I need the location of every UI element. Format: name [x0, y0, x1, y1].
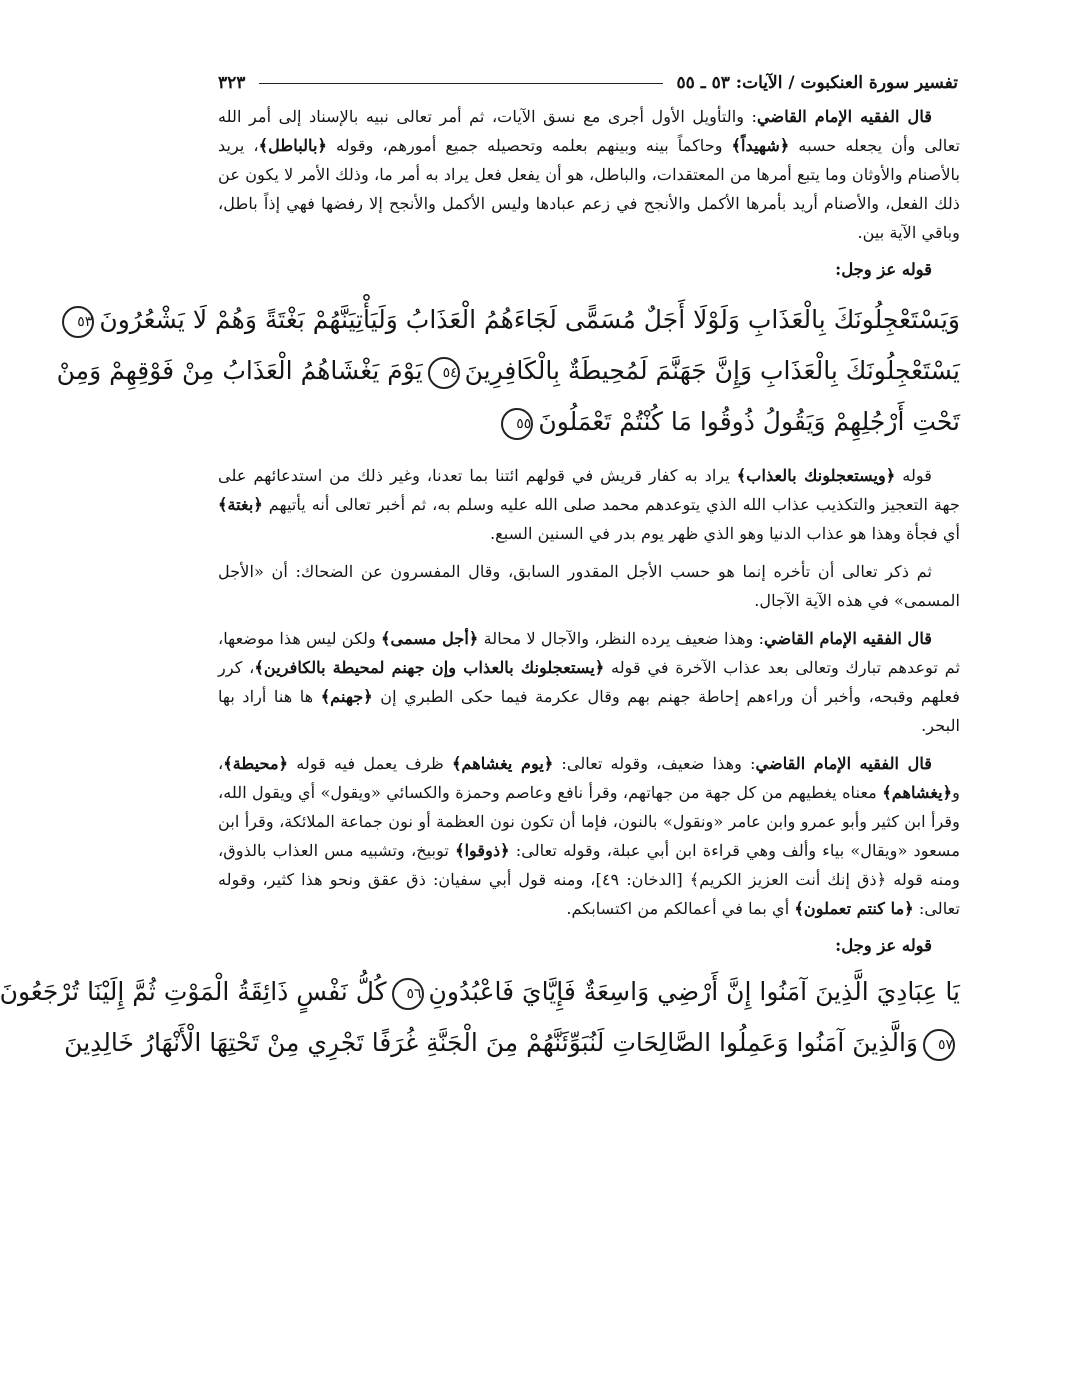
- verse-intro-1: قوله عز وجل:: [835, 260, 932, 279]
- verse-intro-2: قوله عز وجل:: [835, 936, 932, 955]
- quran-line: يَا عِبَادِيَ الَّذِينَ آمَنُوا إِنَّ أَرْضِي وَاسِعَةٌ فَإِيَّايَ فَاعْبُدُونِ٥٦كُلُّ نَفْسٍ ذَائِقَةُ الْمَوْتِ ثُمَّ إِلَيْنَا تُرْجَعُونَ: [218, 966, 960, 1017]
- page-number: ٣٢٣: [218, 73, 246, 93]
- quote: ﴿جهنم﴾: [320, 687, 373, 706]
- paragraph-5: قال الفقيه الإمام القاضي: وهذا ضعيف، وقوله تعالى: ﴿يوم يغشاهم﴾ ظرف يعمل فيه قوله ﴿محيطة﴾، و﴿يغشاهم﴾ معناه يغطيهم من كل جهة من جهاتهم، وقرأ نافع وعاصم وحمزة والكسائي «ويقول» أي ويقول الله، وقرأ ابن كثير وأبو عمرو وابن عامر «ونقول» بالنون، فإما أن تكون نون العظمة أو نون جماعة الملائكة، وقرأ ابن مسعود «ويقال» بياء وألف وهي قراءة ابن أبي عبلة، وقوله تعالى: ﴿ذوقوا﴾ توبيخ، وتشبيه مس العذاب بالذوق، ومنه قوله ﴿ذق إنك أنت العزيز الكريم﴾ [الدخان: ٤٩]، ومنه قول أبي سفيان: ذق عقق ونحو هذا كثير، وقوله تعالى: ﴿ما كنتم تعملون﴾ أي بما في أعمالكم من اكتسابكم.: [218, 754, 960, 918]
- ayah-marker: ٥٥: [501, 408, 533, 440]
- quran-line: يَسْتَعْجِلُونَكَ بِالْعَذَابِ وَإِنَّ جَهَنَّمَ لَمُحِيطَةٌ بِالْكَافِرِينَ٥٤يَوْمَ يَغْشَاهُمُ الْعَذَابُ مِنْ فَوْقِهِمْ وَمِنْ: [218, 345, 960, 396]
- ayah-marker: ٥٧: [923, 1029, 955, 1061]
- quote: ﴿أجل مسمى﴾: [381, 629, 479, 648]
- quote: ﴿بغتة﴾: [218, 495, 263, 514]
- running-title: تفسير سورة العنكبوت / الآيات: ٥٣ ـ ٥٥: [676, 73, 958, 93]
- quran-line: وَيَسْتَعْجِلُونَكَ بِالْعَذَابِ وَلَوْلَا أَجَلٌ مُسَمًّى لَجَاءَهُمُ الْعَذَابُ وَلَيَأْتِيَنَّهُمْ بَغْتَةً وَهُمْ لَا يَشْعُرُونَ٥٣: [218, 294, 960, 345]
- quote: ﴿ويستعجلونك بالعذاب﴾: [736, 466, 896, 485]
- quran-line: ٥٧وَالَّذِينَ آمَنُوا وَعَمِلُوا الصَّالِحَاتِ لَنُبَوِّئَنَّهُمْ مِنَ الْجَنَّةِ غُرَفًا تَجْرِي مِنْ تَحْتِهَا الْأَنْهَارُ خَالِدِينَ: [218, 1017, 960, 1068]
- quote: ﴿محيطة﴾: [223, 754, 289, 773]
- speaker-label: قال الفقيه الإمام القاضي: [755, 754, 932, 773]
- paragraph-1: قال الفقيه الإمام القاضي: والتأويل الأول أجرى مع نسق الآيات، ثم أمر تعالى نبيه بالإسناد إلى أمر الله تعالى وأن يجعله حسبه ﴿شهيداً﴾ وحاكماً بينه وبينهم بعلمه وتحصيله جميع أمورهم، وقوله ﴿بالباطل﴾، يريد بالأصنام والأوثان وما يتبع أمرها من المعتقدات، والباطل، هو أن يفعل فعل يراد به أمر ما، وذلك الأمر لا يكون عن ذلك الفعل، والأصنام أريد بأمرها الأكمل والأنجح في زعم عبادها وليس الأكمل والأنجح إلا رفضها فهي إذاً باطل، وباقي الآية بين.: [218, 107, 961, 242]
- speaker-label: قال الفقيه الإمام القاضي: [763, 629, 932, 648]
- quran-block-2: [0, 966, 960, 1068]
- quote: ﴿يستعجلونك بالعذاب وإن جهنم لمحيطة بالكافرين﴾: [254, 658, 605, 677]
- ayah-marker: ٥٣: [62, 306, 94, 338]
- paragraph-4: قال الفقيه الإمام القاضي: وهذا ضعيف يرده النظر، والآجال لا محالة ﴿أجل مسمى﴾ ولكن ليس هذا موضعها، ثم توعدهم تبارك وتعالى بعد عذاب الآخرة في قوله ﴿يستعجلونك بالعذاب وإن جهنم لمحيطة بالكافرين﴾، كرر فعلهم وقبحه، وأخبر أن وراءهم إحاطة جهنم بهم وقال عكرمة فيما حكى الطبري إن ﴿جهنم﴾ ها هنا أراد بها البحر.: [218, 629, 960, 735]
- quote: ﴿يوم يغشاهم﴾: [451, 754, 554, 773]
- ayah-marker: ٥٦: [392, 978, 424, 1010]
- quran-block-1: [56, 294, 960, 447]
- ayah-marker: ٥٤: [428, 357, 460, 389]
- header-rule: [259, 83, 662, 84]
- running-head: [218, 68, 958, 98]
- quote: ﴿ذوقوا﴾: [455, 841, 510, 860]
- quote: ﴿يغشاهم﴾: [882, 783, 953, 802]
- paragraph-2: قوله ﴿ويستعجلونك بالعذاب﴾ يراد به كفار قريش في قولهم ائتنا بما تعدنا، وغير ذلك من استدعائهم على جهة التعجيز والتكذيب عذاب الله الذي يتوعدهم محمد صلى الله عليه وسلم به، ثم أخبر تعالى أنه يأتيهم ﴿بغتة﴾ أي فجأة وهذا هو عذاب الدنيا وهو الذي ظهر يوم بدر في السنين السبع.: [218, 466, 960, 543]
- quran-line: تَحْتِ أَرْجُلِهِمْ وَيَقُولُ ذُوقُوا مَا كُنْتُمْ تَعْمَلُونَ٥٥: [218, 396, 960, 447]
- speaker-label: قال الفقيه الإمام القاضي: [757, 107, 932, 126]
- quote: ﴿بالباطل﴾: [258, 136, 327, 155]
- quote: ﴿شهيداً﴾: [731, 136, 790, 155]
- paragraph-3: ثم ذكر تعالى أن تأخره إنما هو حسب الأجل المقدور السابق، وقال المفسرون عن الضحاك: أن «الأجل المسمى» في هذه الآية الآجال.: [218, 562, 960, 610]
- quote: ﴿ما كنتم تعملون﴾: [794, 899, 914, 918]
